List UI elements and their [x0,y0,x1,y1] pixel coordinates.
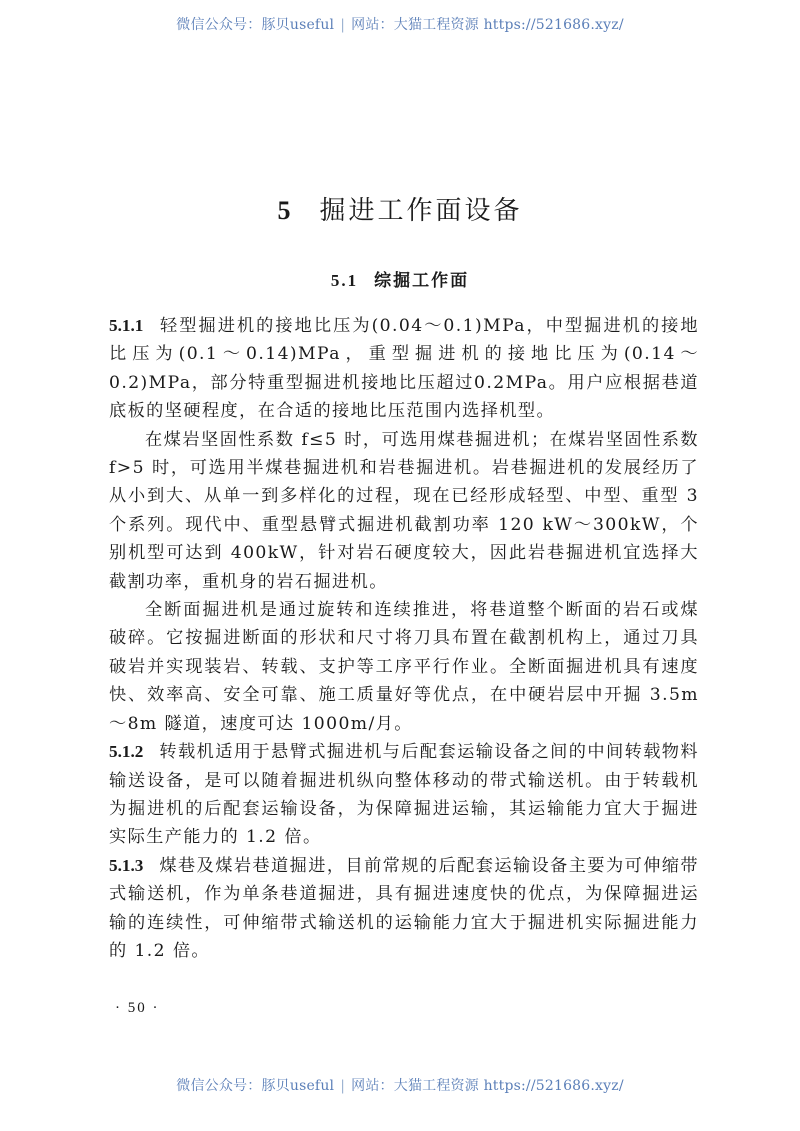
watermark-wechat: 微信公众号：豚贝useful [176,17,335,33]
paragraph: 全断面掘进机是通过旋转和连续推进，将巷道整个断面的岩石或煤破碎。它按掘进断面的形状和尺寸将刀具布置在截割机构上，通过刀具破岩并实现装岩、转载、支护等工序平行作业。全断面掘进机具有速度快、效率高、安全可靠、施工质量好等优点，在中硬岩层中开掘 3.5m～8m 隧道，速度可达 1000m/月。 [109,600,699,734]
watermark-separator: | [340,17,346,33]
watermark-site: 网站：大猫工程资源 https://521686.xyz/ [351,17,624,33]
section-title [0,266,800,291]
watermark-footer [0,1075,800,1095]
body-text [109,312,699,965]
clause-text: 转载机适用于悬臂式掘进机与后配套运输设备之间的中间转载物料输送设备，是可以随着掘进机纵向整体移动的带式输送机。由于转载机为掘进机的后配套运输设备，为保障掘进运输，其运输能力宜大于掘进实际生产能力的 1.2 倍。 [109,742,699,848]
watermark-wechat: 微信公众号：豚贝useful [176,1078,335,1094]
watermark-separator: | [340,1078,346,1094]
clause-number: 5.1.2 [109,742,144,762]
clause-number: 5.1.3 [109,855,144,875]
clause-text: 轻型掘进机的接地比压为(0.04～0.1)MPa，中型掘进机的接地比压为(0.1～0.14)MPa，重型掘进机的接地比压为(0.14～0.2)MPa，部分特重型掘进机接地比压超过0.2MPa。用户应根据巷道底板的坚硬程度，在合适的接地比压范围内选择机型。 [109,316,699,422]
clause-number: 5.1.1 [109,316,144,335]
clause-5-1-3 [109,852,699,966]
chapter-number: 5 [277,196,294,225]
clause-5-1-1 [109,312,699,426]
watermark-site: 网站：大猫工程资源 https://521686.xyz/ [351,1078,624,1094]
watermark-header [0,14,800,34]
section-title-text: 综掘工作面 [374,271,470,291]
clause-5-1-2 [109,738,699,852]
clause-text: 煤巷及煤岩巷道掘进，目前常规的后配套运输设备主要为可伸缩带式输送机，作为单条巷道掘进，具有掘进速度快的优点，为保障掘进运输的连续性，可伸缩带式输送机的运输能力宜大于掘进机实际掘进能力的 1.2 倍。 [109,855,699,961]
chapter-title [0,190,800,227]
page-number: · 50 · [115,1000,160,1016]
paragraph: 在煤岩坚固性系数 f≤5 时，可选用煤巷掘进机；在煤岩坚固性系数 f>5 时，可选用半煤巷掘进机和岩巷掘进机。岩巷掘进机的发展经历了从小到大、从单一到多样化的过程，现在已经形成轻型、中型、重型 3 个系列。现代中、重型悬臂式掘进机截割功率 120 kW～300kW，个别机型可达到 400kW，针对岩石硬度较大，因此岩巷掘进机宜选择大截割功率，重机身的岩石掘进机。 [109,429,699,592]
section-number: 5.1 [330,271,359,290]
chapter-title-text: 掘进工作面设备 [319,196,523,226]
